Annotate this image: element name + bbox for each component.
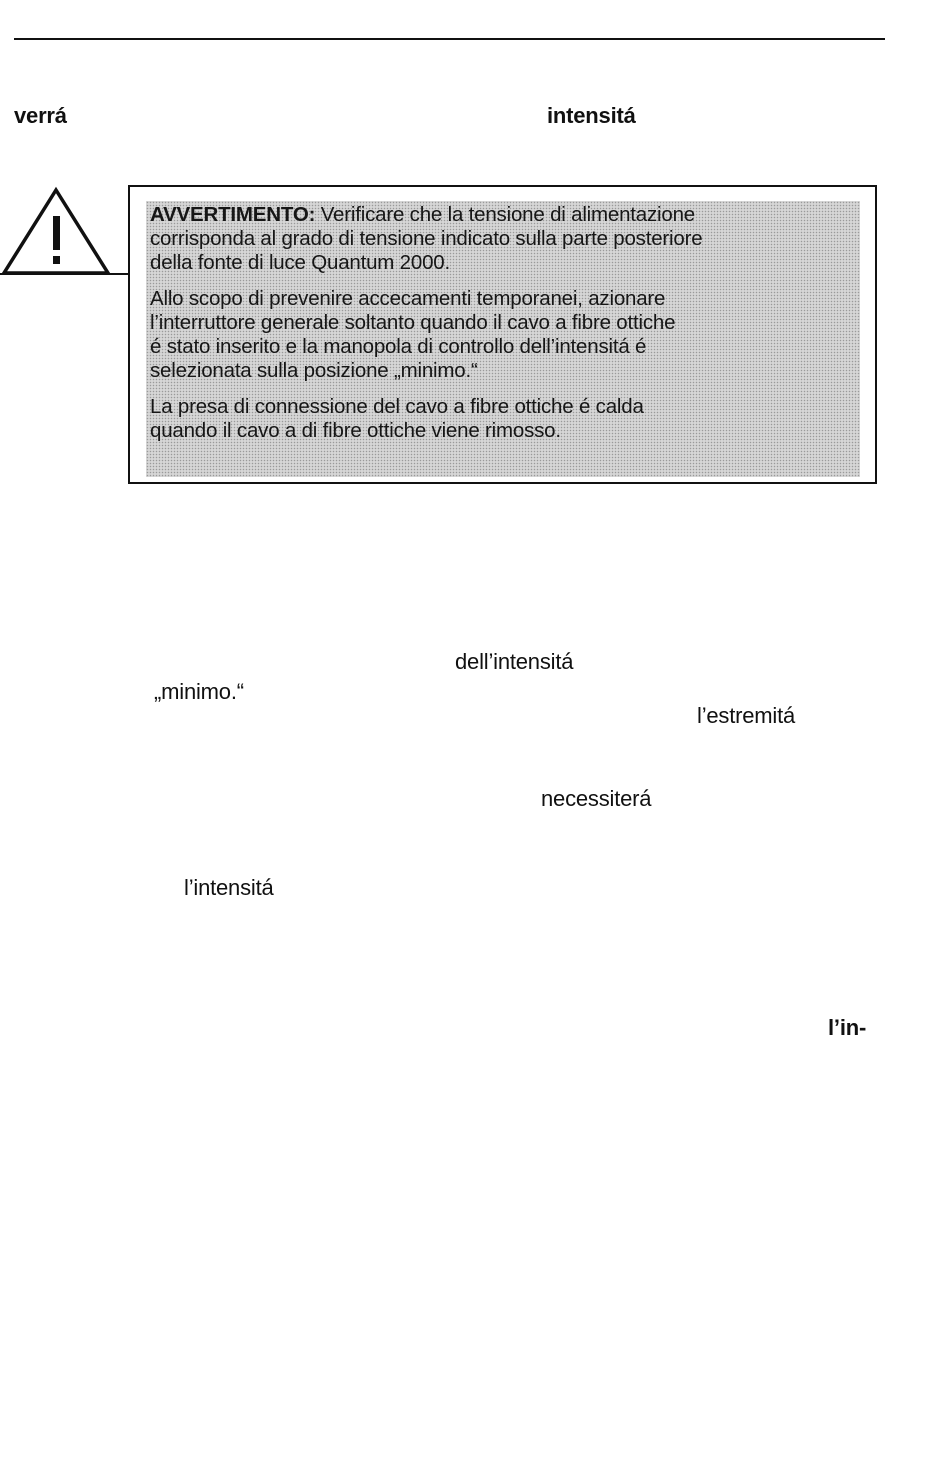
fragment-minimo: „minimo.“ (154, 679, 244, 704)
warning-text (150, 203, 866, 455)
warning-p1-line1: Verificare che la tensione di alimentazione (315, 203, 696, 226)
warning-p2-line2: l’interruttore generale soltanto quando il cavo a fibre ottiche (150, 311, 676, 334)
warning-p3-line1: La presa di connessione del cavo a fibre ottiche é calda (150, 395, 644, 418)
fragment-verra: verrá (14, 103, 67, 128)
warning-p2-line3: é stato inserito e la manopola di controllo dell’intensitá é (150, 335, 647, 358)
warning-paragraph-2 (150, 287, 866, 383)
fragment-lin: l’in- (828, 1015, 867, 1040)
warning-rule (0, 273, 132, 275)
header-rule (14, 38, 885, 40)
warning-box (128, 185, 877, 484)
fragment-necessitera: necessiterá (541, 786, 652, 811)
warning-p1-line3: della fonte di luce Quantum 2000. (150, 251, 450, 274)
fragment-lestremita: l’estremitá (697, 703, 796, 728)
warning-p2-line4: selezionata sulla posizione „minimo.“ (150, 359, 478, 382)
fragment-dellintensita: dell’intensitá (455, 649, 574, 674)
fragment-intensita-heading: intensitá (547, 103, 636, 128)
warning-paragraph-3 (150, 395, 866, 443)
warning-p2-line1: Allo scopo di prevenire accecamenti temporanei, azionare (150, 287, 666, 310)
warning-label: AVVERTIMENTO: (150, 203, 316, 226)
warning-triangle-icon (0, 186, 112, 278)
warning-p1-line2: corrisponda al grado di tensione indicato sulla parte posteriore (150, 227, 703, 250)
warning-paragraph-1 (150, 203, 866, 275)
warning-p3-line2: quando il cavo a di fibre ottiche viene rimosso. (150, 419, 561, 442)
fragment-lintensita: l’intensitá (184, 875, 274, 900)
